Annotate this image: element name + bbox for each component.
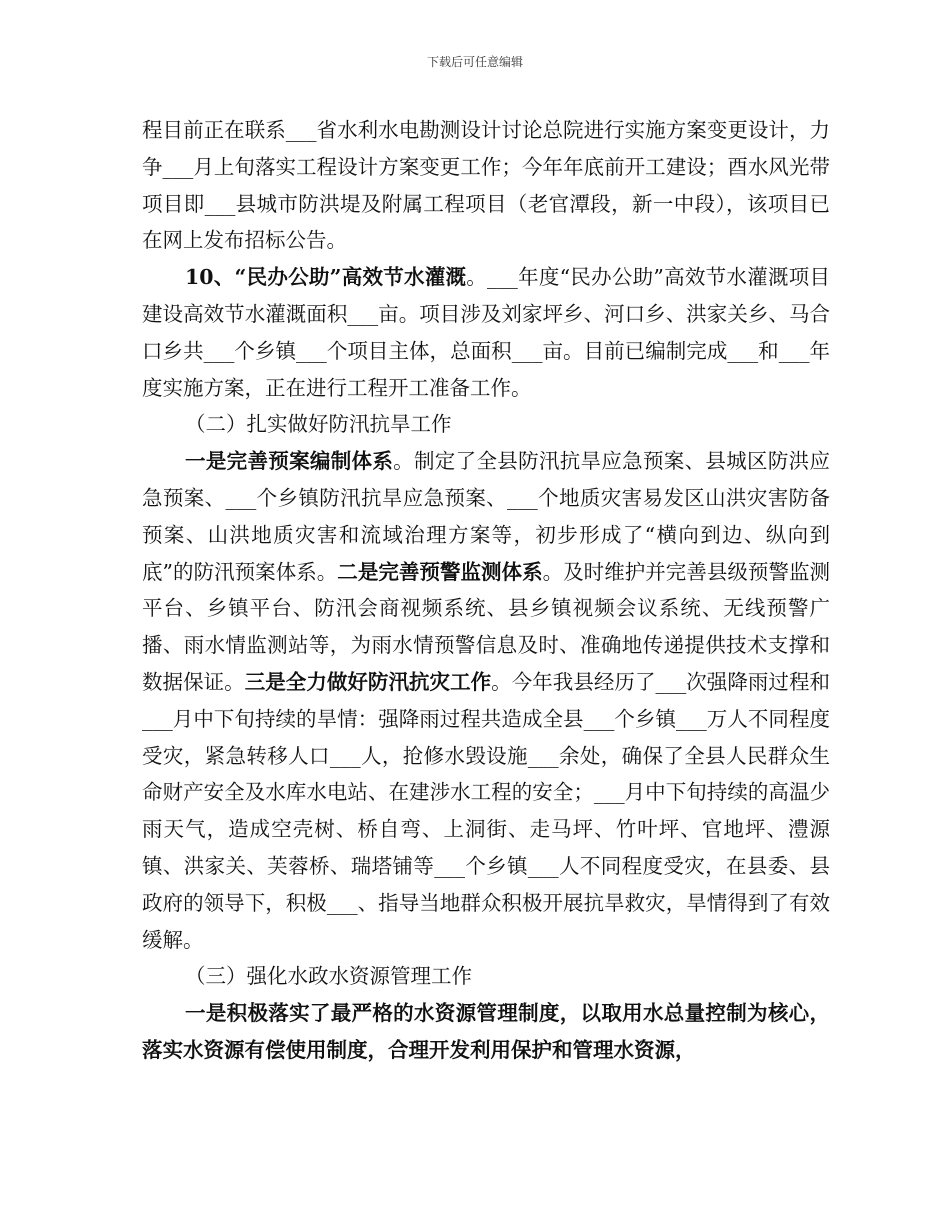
bold-phrase: 三是全力做好防汛抗灾工作 xyxy=(244,669,492,694)
section-heading-text: （二）扎实做好防汛抗旱工作 xyxy=(185,412,452,437)
text-run: 。___年度“民办公助”高效节水灌溉项目建设高效节水灌溉面积___亩。项目涉及刘家坪乡、河口乡、洪家关乡、马合口乡共___个乡镇___个项目主体，总面积___亩。目前已编制完成___和___年度实施方案，正在进行工程开工准备工作。 xyxy=(142,265,830,400)
section-heading-text: （三）强化水政水资源管理工作 xyxy=(185,964,472,989)
paragraph-water-saving-irrigation xyxy=(142,259,830,406)
text-run: 。及时维护并完善县级预警监测平台、乡镇平台、防汛会商视频系统、县乡镇视频会议系统、无线预警广播、雨水情监测站等，为雨水情预警信息及时、准确地传递提供技术支撑和数据保证。 xyxy=(142,559,831,694)
paragraph-water-resources-management xyxy=(142,995,830,1069)
section-heading-flood-drought xyxy=(142,406,830,443)
paragraph-flood-drought-work xyxy=(142,443,830,958)
paragraph-project-status xyxy=(142,112,830,259)
section-heading-water-resources xyxy=(142,958,830,995)
text-run: 程目前正在联系___省水利水电勘测设计讨论总院进行实施方案变更设计，力争___月上旬落实工程设计方案变更工作；今年年底前开工建设；酉水风光带项目即___县城市防洪堤及附属工程项目（老官潭段，新一中段），该项目已在网上发布招标公告。 xyxy=(142,118,830,253)
text-run: 。制定了全县防汛抗旱应急预案、县城区防洪应急预案、___个乡镇防汛抗旱应急预案、___个地质灾害易发区山洪灾害防备预案、山洪地质灾害和流域治理方案等，初步形成了“横向到边、纵向到底”的防汛预案体系。 xyxy=(142,449,831,584)
text-run: 。今年我县经历了___次强降雨过程和___月中下旬持续的旱情：强降雨过程共造成全县___个乡镇___万人不同程度受灾，紧急转移人口___人，抢修水毁设施___余处，确保了全县人民群众生命财产安全及水库水电站、在建涉水工程的安全；___月中下旬持续的高温少雨天气，造成空壳树、桥自弯、上洞街、走马坪、竹叶坪、官地坪、澧源镇、洪家关、芙蓉桥、瑞塔铺等___个乡镇___人不同程度受灾，在县委、县政府的领导下，积极___、指导当地群众积极开展抗旱救灾，旱情得到了有效缓解。 xyxy=(142,669,831,952)
item-heading: 10、“民办公助”高效节水灌溉 xyxy=(185,265,467,290)
bold-phrase: 一是积极落实了最严格的水资源管理制度，以取用水总量控制为核心，落实水资源有偿使用制度，合理开发利用保护和管理水资源， xyxy=(142,1001,830,1062)
page-header: 下载后可任意编辑 xyxy=(426,55,523,69)
bold-phrase: 二是完善预警监测体系 xyxy=(337,559,543,584)
document-body xyxy=(142,112,830,1069)
bold-phrase: 一是完善预案编制体系 xyxy=(185,449,394,474)
